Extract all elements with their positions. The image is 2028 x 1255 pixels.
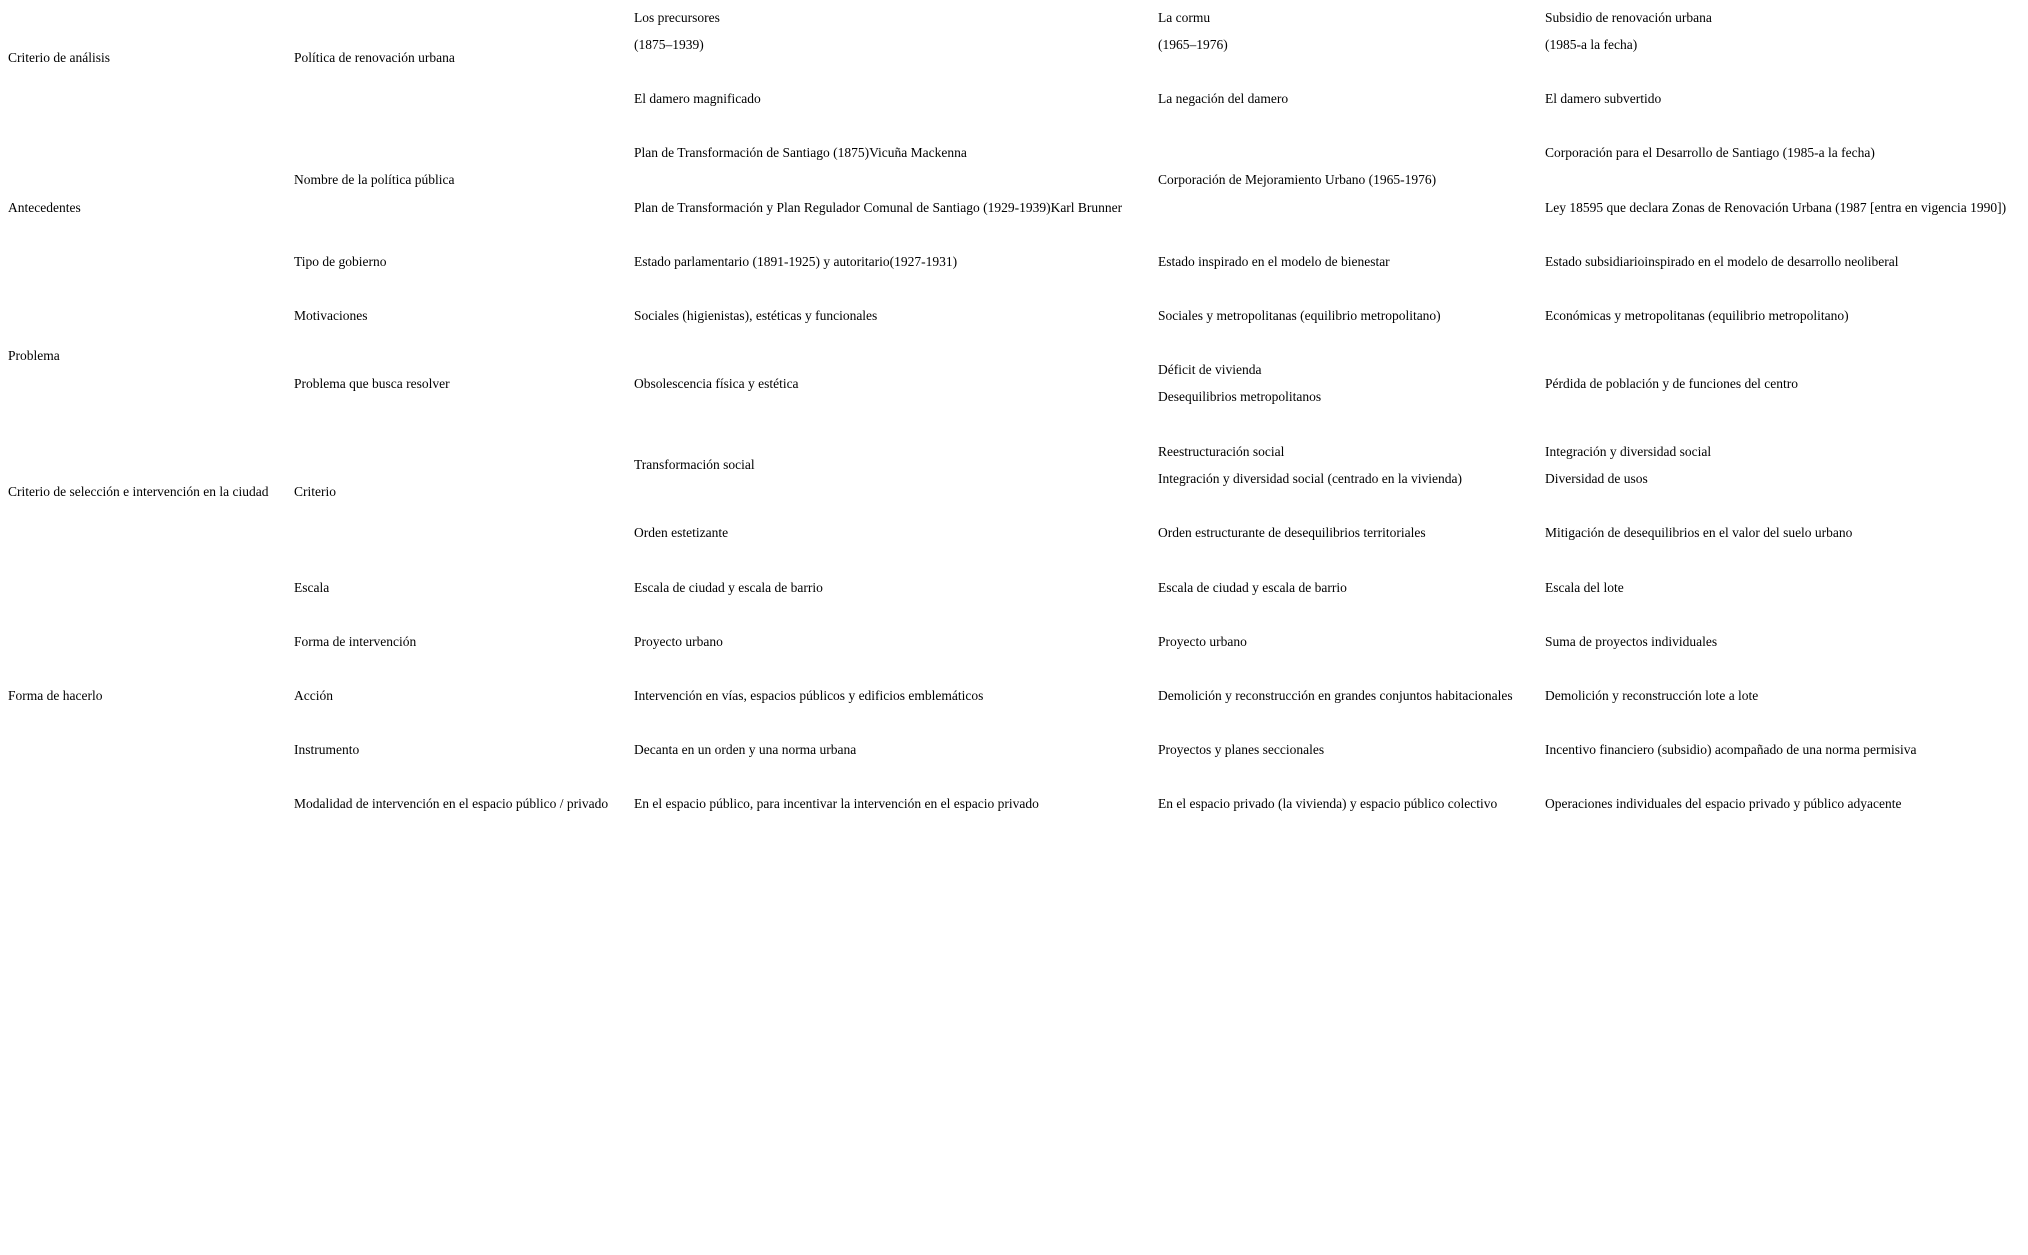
precursores-period: (1875–1939)	[634, 37, 704, 52]
cormu-motivaciones: Sociales y metropolitanas (equilibrio metropolitano)	[1158, 308, 1441, 323]
cormu-accion: Demolición y reconstrucción en grandes conjuntos habitacionales	[1158, 688, 1513, 703]
cormu-criterio-1: Reestructuración social	[1158, 444, 1285, 459]
cormu-problema-1: Déficit de vivienda	[1158, 362, 1262, 377]
precursores-problema: Obsolescencia física y estética	[634, 376, 799, 391]
precursores-nombre-1: Plan de Transformación de Santiago (1875)Vicuña Mackenna	[634, 145, 967, 160]
precursores-criterio-1: Transformación social	[634, 457, 755, 472]
cormu-damero: La negación del damero	[1158, 91, 1289, 106]
sub-header-modalidad: Modalidad de intervención en el espacio público / privado	[294, 796, 609, 811]
subsidio-nombre-1: Corporación para el Desarrollo de Santiago (1985-a la fecha)	[1545, 145, 1875, 160]
subsidio-instrumento: Incentivo financiero (subsidio) acompañado de una norma permisiva	[1545, 742, 1917, 757]
row-header-forma-hacerlo: Forma de hacerlo	[8, 688, 103, 703]
sub-header-criterio: Criterio	[294, 484, 336, 499]
subsidio-period: (1985-a la fecha)	[1545, 37, 1638, 52]
subsidio-tipo-gobierno: Estado subsidiarioinspirado en el modelo de desarrollo neoliberal	[1545, 254, 1899, 269]
sub-header-accion: Acción	[294, 688, 333, 703]
precursores-instrumento: Decanta en un orden y una norma urbana	[634, 742, 857, 757]
precursores-criterio-2: Orden estetizante	[634, 525, 729, 540]
sub-header-nombre: Nombre de la política pública	[294, 172, 455, 187]
cormu-tipo-gobierno: Estado inspirado en el modelo de bienestar	[1158, 254, 1390, 269]
sub-header-forma-intervencion: Forma de intervención	[294, 634, 417, 649]
sub-header-politica: Política de renovación urbana	[294, 50, 455, 65]
subsidio-criterio-1: Integración y diversidad social	[1545, 444, 1712, 459]
sub-header-motivaciones: Motivaciones	[294, 308, 368, 323]
cormu-problema-2: Desequilibrios metropolitanos	[1158, 389, 1322, 404]
subsidio-damero: El damero subvertido	[1545, 91, 1662, 106]
subsidio-modalidad: Operaciones individuales del espacio privado y público adyacente	[1545, 796, 1902, 811]
row-header-antecedentes: Antecedentes	[8, 200, 81, 215]
cormu-modalidad: En el espacio privado (la vivienda) y espacio público colectivo	[1158, 796, 1498, 811]
subsidio-criterio-3: Mitigación de desequilibrios en el valor del suelo urbano	[1545, 525, 1853, 540]
cormu-escala: Escala de ciudad y escala de barrio	[1158, 580, 1347, 595]
cormu-title: La cormu	[1158, 10, 1211, 25]
subsidio-escala: Escala del lote	[1545, 580, 1624, 595]
row-header-problema: Problema	[8, 348, 60, 363]
precursores-tipo-gobierno: Estado parlamentario (1891-1925) y autoritario(1927-1931)	[634, 254, 958, 269]
cormu-instrumento: Proyectos y planes seccionales	[1158, 742, 1325, 757]
sub-header-escala: Escala	[294, 580, 330, 595]
subsidio-accion: Demolición y reconstrucción lote a lote	[1545, 688, 1759, 703]
cormu-nombre: Corporación de Mejoramiento Urbano (1965-1976)	[1158, 172, 1437, 187]
precursores-motivaciones: Sociales (higienistas), estéticas y funcionales	[634, 308, 878, 323]
cormu-criterio-2: Integración y diversidad social (centrado en la vivienda)	[1158, 471, 1463, 486]
sub-header-tipo-gobierno: Tipo de gobierno	[294, 254, 387, 269]
cormu-period: (1965–1976)	[1158, 37, 1228, 52]
subsidio-motivaciones: Económicas y metropolitanas (equilibrio metropolitano)	[1545, 308, 1849, 323]
precursores-accion: Intervención en vías, espacios públicos y edificios emblemáticos	[634, 688, 984, 703]
precursores-escala: Escala de ciudad y escala de barrio	[634, 580, 823, 595]
precursores-damero: El damero magnificado	[634, 91, 761, 106]
subsidio-criterio-2: Diversidad de usos	[1545, 471, 1648, 486]
cormu-criterio-3: Orden estructurante de desequilibrios territoriales	[1158, 525, 1426, 540]
row-header-criterio-analisis: Criterio de análisis	[8, 50, 110, 65]
precursores-nombre-2: Plan de Transformación y Plan Regulador Comunal de Santiago (1929-1939)Karl Brunner	[634, 200, 1123, 215]
subsidio-title: Subsidio de renovación urbana	[1545, 10, 1712, 25]
sub-header-instrumento: Instrumento	[294, 742, 360, 757]
cormu-forma: Proyecto urbano	[1158, 634, 1247, 649]
sub-header-problema-resolver: Problema que busca resolver	[294, 376, 450, 391]
precursores-modalidad: En el espacio público, para incentivar la intervención en el espacio privado	[634, 796, 1039, 811]
subsidio-forma: Suma de proyectos individuales	[1545, 634, 1718, 649]
subsidio-nombre-2: Ley 18595 que declara Zonas de Renovación Urbana (1987 [entra en vigencia 1990])	[1545, 200, 2007, 215]
precursores-forma: Proyecto urbano	[634, 634, 723, 649]
row-header-criterio-seleccion: Criterio de selección e intervención en la ciudad	[8, 484, 269, 499]
subsidio-problema: Pérdida de población y de funciones del centro	[1545, 376, 1799, 391]
precursores-title: Los precursores	[634, 10, 720, 25]
